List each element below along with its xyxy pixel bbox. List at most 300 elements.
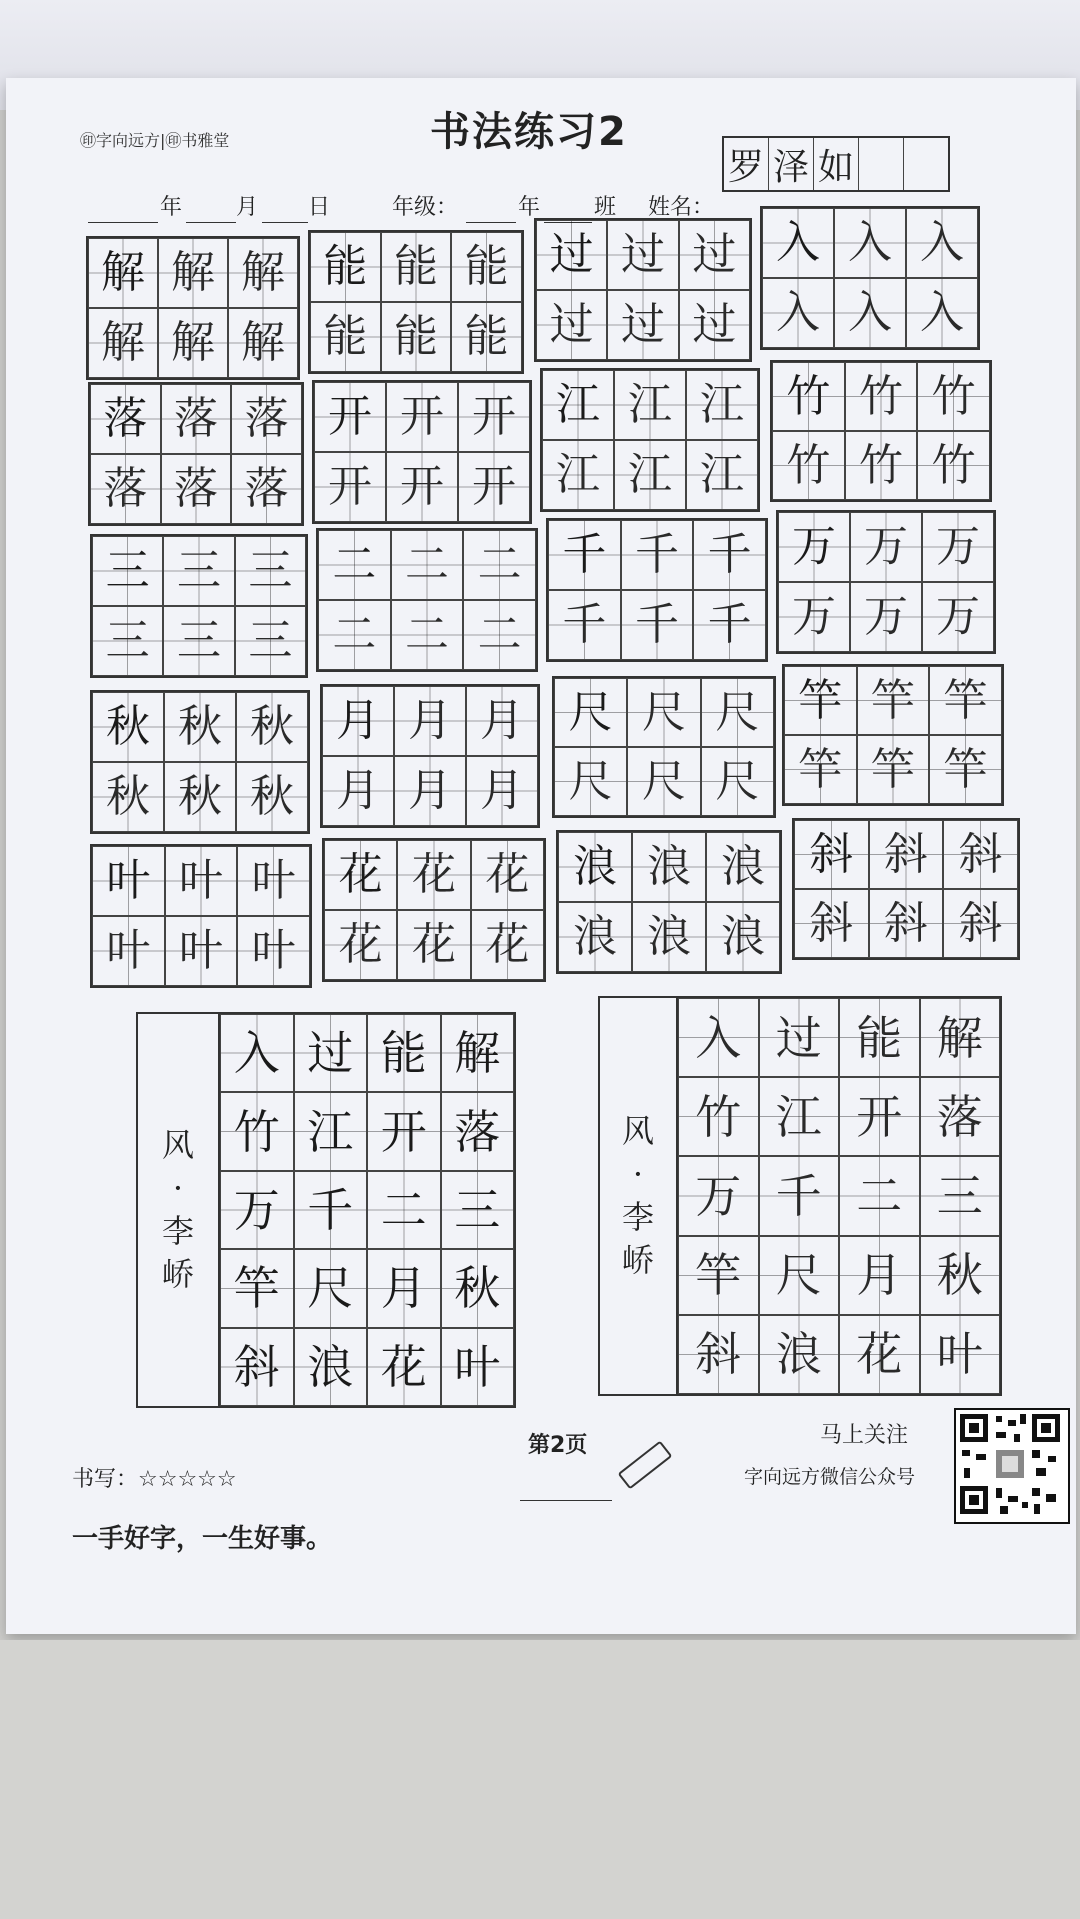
practice-block — [316, 528, 538, 672]
character: 开 — [400, 391, 444, 442]
character: 万 — [792, 591, 836, 642]
character: 秋 — [936, 1248, 983, 1303]
practice-character-cell — [386, 452, 458, 522]
practice-character-cell — [471, 910, 544, 980]
practice-block — [312, 380, 532, 524]
character: 竹 — [931, 370, 976, 422]
character: 千 — [634, 529, 679, 580]
poem-character-cell — [294, 1014, 368, 1092]
character: 竿 — [870, 674, 915, 726]
practice-character-cell — [917, 362, 990, 431]
practice-block — [88, 382, 304, 526]
character: 浪 — [647, 911, 691, 962]
character: 落 — [936, 1089, 983, 1144]
practice-character-cell — [679, 290, 750, 360]
character: 秋 — [106, 771, 150, 822]
practice-character-cell — [869, 889, 944, 958]
practice-character-cell — [318, 600, 391, 670]
practice-character-cell — [845, 362, 918, 431]
character: 江 — [628, 449, 672, 500]
character: 入 — [233, 1026, 280, 1081]
follow-label: 马上关注 — [820, 1423, 909, 1448]
character: 三 — [105, 545, 150, 596]
practice-character-cell — [554, 747, 627, 816]
character: 解 — [101, 247, 145, 298]
practice-character-cell — [558, 902, 632, 972]
poem-character-cell — [920, 1315, 1001, 1394]
practice-character-cell — [386, 382, 458, 452]
character: 江 — [628, 379, 672, 430]
poem-character-cell — [294, 1171, 368, 1249]
poem-character-cell — [759, 1236, 840, 1315]
practice-character-cell — [397, 910, 470, 980]
practice-character-cell — [228, 238, 298, 308]
practice-character-cell — [845, 431, 918, 500]
model-character-cell — [90, 384, 161, 454]
practice-character-cell — [391, 530, 464, 600]
character: 花 — [411, 919, 456, 970]
practice-character-cell — [314, 452, 386, 522]
practice-character-cell — [164, 692, 236, 762]
practice-character-cell — [228, 308, 298, 378]
practice-character-cell — [850, 582, 922, 652]
page-underline — [520, 1500, 612, 1501]
character: 竿 — [943, 743, 988, 795]
character: 入 — [848, 287, 892, 338]
practice-character-cell — [686, 440, 758, 510]
character: 解 — [241, 317, 285, 368]
character: 江 — [556, 449, 600, 500]
character: 竿 — [798, 674, 843, 726]
character: 尺 — [641, 755, 686, 807]
grade-year-label: 年 — [518, 195, 541, 220]
practice-character-cell — [458, 382, 530, 452]
character: 二 — [380, 1182, 427, 1237]
practice-character-cell — [943, 820, 1018, 889]
character: 开 — [472, 391, 516, 442]
character: 花 — [411, 849, 456, 900]
character: 解 — [241, 247, 285, 298]
character: 竿 — [870, 743, 915, 795]
poem-character-cell — [294, 1328, 368, 1406]
character: 过 — [775, 1010, 822, 1065]
character: 三 — [176, 615, 221, 666]
character: 竿 — [943, 674, 988, 726]
practice-block — [534, 218, 752, 362]
character: 开 — [328, 461, 372, 512]
model-character-cell — [322, 686, 394, 756]
character: 竿 — [695, 1248, 742, 1303]
character: 入 — [776, 287, 820, 338]
character: 浪 — [721, 841, 765, 892]
character: 解 — [171, 247, 215, 298]
character: 过 — [549, 229, 594, 280]
character: 月 — [856, 1248, 903, 1303]
year-blank — [88, 222, 158, 223]
character: 落 — [244, 393, 289, 444]
practice-character-cell — [614, 370, 686, 440]
model-character-cell — [558, 832, 632, 902]
poem-character-cell — [367, 1328, 441, 1406]
practice-character-cell — [90, 454, 161, 524]
character: 入 — [920, 287, 964, 338]
practice-block — [552, 676, 776, 818]
character: 竹 — [786, 439, 831, 491]
character: 二 — [332, 539, 377, 590]
character: 叶 — [936, 1327, 983, 1382]
practice-character-cell — [158, 238, 228, 308]
character: 千 — [562, 599, 607, 650]
practice-block — [782, 664, 1004, 806]
model-character-cell — [88, 238, 158, 308]
character: 月 — [408, 765, 452, 816]
grade-blank — [466, 222, 516, 223]
character: 解 — [171, 317, 215, 368]
practice-character-cell — [237, 846, 310, 916]
poem-character-cell — [441, 1328, 515, 1406]
poem-character-cell — [441, 1014, 515, 1092]
character: 竹 — [786, 370, 831, 422]
character: 万 — [792, 521, 836, 572]
practice-character-cell — [235, 606, 306, 676]
character: 二 — [404, 539, 449, 590]
poem-character-cell — [220, 1092, 294, 1170]
practice-character-cell — [906, 278, 978, 348]
character: 开 — [472, 461, 516, 512]
poem-title-char: 峤 — [621, 1241, 654, 1280]
practice-character-cell — [869, 820, 944, 889]
character: 入 — [920, 217, 964, 268]
character: 竹 — [695, 1089, 742, 1144]
poem-character-cell — [839, 998, 920, 1077]
poem-character-cell — [678, 1156, 759, 1235]
month-blank — [186, 222, 236, 223]
practice-character-cell — [772, 431, 845, 500]
practice-character-cell — [158, 308, 228, 378]
practice-block — [776, 510, 996, 654]
character: 斜 — [958, 828, 1003, 880]
practice-character-cell — [397, 840, 470, 910]
character: 斜 — [809, 828, 854, 880]
poem-character-cell — [441, 1092, 515, 1170]
practice-character-cell — [394, 756, 466, 826]
character: 尺 — [715, 755, 760, 807]
poem-character-cell — [839, 1236, 920, 1315]
practice-character-cell — [163, 536, 234, 606]
practice-character-cell — [834, 208, 906, 278]
character: 三 — [248, 545, 293, 596]
character: 万 — [936, 591, 980, 642]
character: 三 — [454, 1182, 501, 1237]
poem-character-cell — [678, 1077, 759, 1156]
character: 浪 — [573, 841, 617, 892]
character: 秋 — [454, 1261, 501, 1316]
poem-character-cell — [839, 1077, 920, 1156]
rating-label: 书写：☆☆☆☆☆ — [72, 1467, 237, 1492]
character: 斜 — [809, 897, 854, 949]
poem-character-cell — [441, 1249, 515, 1327]
poem-character-cell — [367, 1092, 441, 1170]
character: 竹 — [858, 370, 903, 422]
character: 落 — [454, 1104, 501, 1159]
model-character-cell — [318, 530, 391, 600]
character: 尺 — [775, 1248, 822, 1303]
class-label: 班 — [594, 195, 617, 220]
character: 叶 — [178, 855, 223, 906]
practice-character-cell — [463, 530, 536, 600]
character: 尺 — [307, 1261, 354, 1316]
poem-character-cell — [220, 1014, 294, 1092]
poem-title-char: 风 — [161, 1125, 194, 1164]
character: 竿 — [798, 743, 843, 795]
character: 斜 — [958, 897, 1003, 949]
practice-character-cell — [857, 735, 930, 804]
character: 月 — [380, 1261, 427, 1316]
character: 斜 — [883, 897, 928, 949]
practice-block — [546, 518, 768, 662]
motto: 一手好字，一生好事。 — [72, 1524, 333, 1554]
practice-character-cell — [231, 454, 302, 524]
practice-character-cell — [471, 840, 544, 910]
character: 尺 — [641, 686, 686, 738]
practice-block — [792, 818, 1020, 960]
practice-character-cell — [92, 916, 165, 986]
character: 月 — [480, 765, 524, 816]
model-character-cell — [310, 232, 381, 302]
practice-character-cell — [607, 290, 678, 360]
model-character-cell — [314, 382, 386, 452]
character: 叶 — [454, 1339, 501, 1394]
character: 花 — [338, 849, 383, 900]
practice-character-cell — [92, 606, 163, 676]
character: 能 — [323, 241, 368, 292]
character: 能 — [393, 311, 438, 362]
practice-character-cell — [632, 832, 706, 902]
name-char: 泽 — [769, 138, 814, 190]
character: 竹 — [931, 439, 976, 491]
poem-title-author — [138, 1014, 220, 1406]
character: 开 — [380, 1104, 427, 1159]
practice-block — [540, 368, 760, 512]
character: 二 — [404, 609, 449, 660]
poem-character-cell — [759, 1315, 840, 1394]
month-label: 月 — [236, 195, 259, 220]
character: 斜 — [883, 828, 928, 880]
practice-block — [308, 230, 524, 374]
name-char: 如 — [814, 138, 859, 190]
character: 月 — [480, 695, 524, 746]
character: 入 — [776, 217, 820, 268]
practice-character-cell — [621, 520, 694, 590]
practice-character-cell — [693, 590, 766, 660]
model-character-cell — [554, 678, 627, 747]
character: 三 — [936, 1168, 983, 1223]
character: 千 — [562, 529, 607, 580]
model-character-cell — [778, 512, 850, 582]
character: 叶 — [106, 855, 151, 906]
poem-title-char: · — [632, 1154, 644, 1193]
practice-character-cell — [701, 678, 774, 747]
character: 花 — [380, 1339, 427, 1394]
practice-character-cell — [466, 686, 538, 756]
name-char — [904, 138, 948, 190]
character: 斜 — [695, 1327, 742, 1382]
name-label: 姓名： — [648, 195, 715, 220]
character: 落 — [103, 393, 148, 444]
character: 过 — [620, 299, 665, 350]
character: 二 — [477, 609, 522, 660]
character: 千 — [307, 1182, 354, 1237]
poem-title-char: 李 — [621, 1198, 654, 1236]
character: 花 — [856, 1327, 903, 1382]
character: 千 — [707, 529, 752, 580]
character: 三 — [248, 615, 293, 666]
practice-block — [770, 360, 992, 502]
character: 入 — [848, 217, 892, 268]
character: 斜 — [233, 1339, 280, 1394]
table-surface — [0, 1640, 1080, 1919]
poem-title-char: 李 — [161, 1212, 194, 1250]
model-character-cell — [772, 362, 845, 431]
practice-block — [322, 838, 546, 982]
character: 开 — [856, 1089, 903, 1144]
practice-character-cell — [236, 762, 308, 832]
poem-character-cell — [367, 1014, 441, 1092]
practice-block — [556, 830, 782, 974]
character: 入 — [695, 1010, 742, 1065]
practice-character-cell — [536, 290, 607, 360]
character: 落 — [244, 463, 289, 514]
poem-grid-1 — [136, 1012, 516, 1408]
practice-character-cell — [165, 846, 238, 916]
character: 能 — [380, 1026, 427, 1081]
practice-character-cell — [310, 302, 381, 372]
day-blank — [262, 222, 308, 223]
practice-character-cell — [693, 520, 766, 590]
practice-character-cell — [943, 889, 1018, 958]
practice-character-cell — [324, 910, 397, 980]
practice-block — [760, 206, 980, 350]
character: 月 — [408, 695, 452, 746]
character: 月 — [336, 695, 380, 746]
character: 二 — [332, 609, 377, 660]
practice-character-cell — [381, 232, 452, 302]
poem-character-cell — [678, 998, 759, 1077]
practice-character-cell — [632, 902, 706, 972]
character: 三 — [176, 545, 221, 596]
practice-block — [90, 844, 312, 988]
practice-character-cell — [922, 582, 994, 652]
practice-character-cell — [237, 916, 310, 986]
practice-character-cell — [607, 220, 678, 290]
poem-character-cell — [759, 1156, 840, 1235]
model-character-cell — [542, 370, 614, 440]
poem-character-grid — [678, 998, 1000, 1394]
practice-character-cell — [794, 889, 869, 958]
practice-character-cell — [542, 440, 614, 510]
practice-character-cell — [451, 302, 522, 372]
character: 万 — [695, 1168, 742, 1223]
practice-character-cell — [322, 756, 394, 826]
character: 落 — [103, 463, 148, 514]
character: 江 — [307, 1104, 354, 1159]
character: 花 — [485, 919, 530, 970]
character: 能 — [323, 311, 368, 362]
character: 浪 — [307, 1339, 354, 1394]
character: 秋 — [178, 771, 222, 822]
practice-character-cell — [784, 735, 857, 804]
practice-character-cell — [627, 678, 700, 747]
poem-character-cell — [441, 1171, 515, 1249]
practice-character-cell — [92, 762, 164, 832]
model-character-cell — [536, 220, 607, 290]
model-character-cell — [92, 692, 164, 762]
character: 尺 — [715, 686, 760, 738]
practice-character-cell — [679, 220, 750, 290]
model-character-cell — [324, 840, 397, 910]
poem-character-cell — [367, 1249, 441, 1327]
practice-character-cell — [917, 431, 990, 500]
character: 尺 — [568, 755, 613, 807]
character: 秋 — [106, 701, 150, 752]
character: 秋 — [178, 701, 222, 752]
character: 浪 — [721, 911, 765, 962]
character: 竿 — [233, 1261, 280, 1316]
account-label: 字向远方微信公众号 — [744, 1466, 916, 1488]
poem-title-char: · — [172, 1168, 184, 1207]
character: 浪 — [775, 1327, 822, 1382]
character: 叶 — [178, 925, 223, 976]
model-character-cell — [762, 208, 834, 278]
practice-character-cell — [451, 232, 522, 302]
character: 叶 — [251, 855, 296, 906]
model-character-cell — [92, 846, 165, 916]
model-character-cell — [794, 820, 869, 889]
poem-character-cell — [220, 1249, 294, 1327]
page-title: 书法练习2 — [430, 109, 628, 155]
poem-character-cell — [367, 1171, 441, 1249]
practice-character-cell — [463, 600, 536, 670]
practice-character-cell — [857, 666, 930, 735]
poem-character-cell — [920, 1077, 1001, 1156]
practice-character-cell — [627, 747, 700, 816]
character: 尺 — [568, 686, 613, 738]
character: 花 — [338, 919, 383, 970]
grade-label: 年级： — [392, 195, 459, 220]
practice-character-cell — [165, 916, 238, 986]
character: 浪 — [573, 911, 617, 962]
character: 过 — [307, 1026, 354, 1081]
character: 能 — [464, 311, 509, 362]
name-grid — [722, 136, 950, 192]
character: 千 — [634, 599, 679, 650]
practice-character-cell — [458, 452, 530, 522]
qr-code-icon[interactable] — [954, 1408, 1070, 1524]
practice-character-cell — [161, 384, 232, 454]
character: 二 — [856, 1168, 903, 1223]
character: 江 — [700, 449, 744, 500]
character: 过 — [549, 299, 594, 350]
character: 解 — [936, 1010, 983, 1065]
character: 解 — [101, 317, 145, 368]
character: 秋 — [250, 701, 294, 752]
model-character-cell — [548, 520, 621, 590]
practice-character-cell — [778, 582, 850, 652]
poem-character-cell — [294, 1092, 368, 1170]
poem-character-cell — [678, 1315, 759, 1394]
character: 竹 — [233, 1104, 280, 1159]
practice-character-cell — [231, 384, 302, 454]
